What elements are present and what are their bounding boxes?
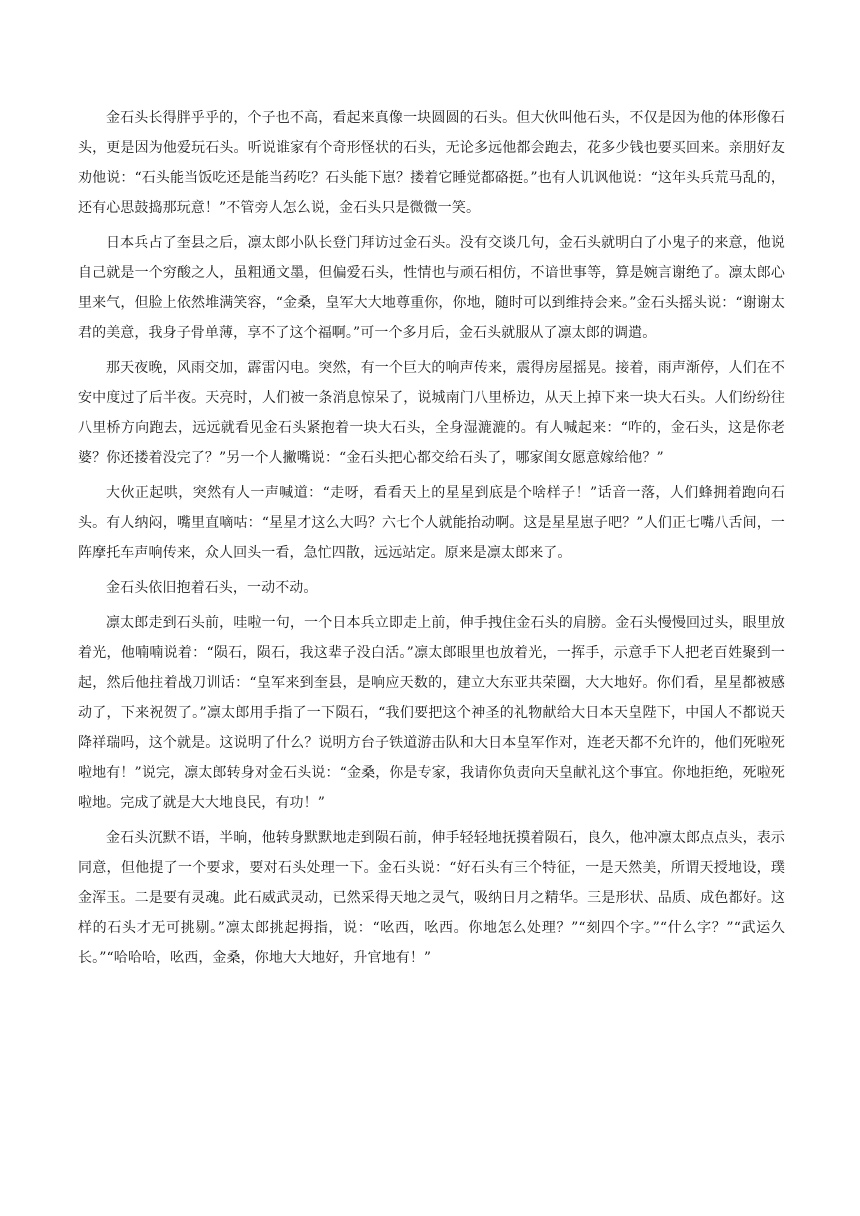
paragraph-5: 金石头依旧抱着石头，一动不动。 bbox=[106, 580, 318, 596]
paragraph-1: 金石头长得胖乎乎的，个子也不高，看起来真像一块圆圆的石头。但大伙叫他石头，不仅是因为他的体形像石头，更是因为他爱玩石头。听说谁家有个奇形怪状的石头，无论多远他都会跑去，花多少钱也要买回来。亲朋好友劝他说：“石头能当饭吃还是能当药吃？石头能下崽？搂着它睡觉都硌挺。”也有人讥讽他说：“这年头兵荒马乱的，还有心思鼓捣那玩意！”不管旁人怎么说，金石头只是微微一笑。 bbox=[78, 110, 785, 216]
paragraph-4: 大伙正起哄，突然有人一声喊道：“走呀，看看天上的星星到底是个啥样子！”话音一落，人们蜂拥着跑向石头。有人纳闷，嘴里直嘀咕：“星星才这么大吗？六七个人就能抬动啊。这是星星崽子吧？”人们正七嘴八舌间，一阵摩托车声响传来，众人回头一看，急忙四散，远远站定。原来是凛太郎来了。 bbox=[78, 485, 785, 561]
article-body bbox=[78, 103, 785, 978]
paragraph-6: 凛太郎走到石头前，哇啦一句，一个日本兵立即走上前，伸手拽住金石头的肩膀。金石头慢慢回过头，眼里放着光，他喃喃说着：“陨石，陨石，我这辈子没白活。”凛太郎眼里也放着光，一挥手，示意手下人把老百姓聚到一起，然后他拄着战刀训话：“皇军来到奎县，是响应天数的，建立大东亚共荣圈，大大地好。你们看，星星都被感动了，下来祝贺了。”凛太郎用手指了一下陨石，“我们要把这个神圣的礼物献给大日本天皇陛下，中国人不都说天降祥瑞吗，这个就是。这说明了什么？说明方台子铁道游击队和大日本皇军作对，连老天都不允许的，他们死啦死啦地有！”说完，凛太郎转身对金石头说：“金桑，你是专家，我请你负责向天皇献礼这个事宜。你地拒绝，死啦死啦地。完成了就是大大地良民，有功！” bbox=[78, 615, 785, 811]
paragraph-3: 那天夜晚，风雨交加，霹雷闪电。突然，有一个巨大的响声传来，震得房屋摇晃。接着，雨声渐停，人们在不安中度过了后半夜。天亮时，人们被一条消息惊呆了，说城南门八里桥边，从天上掉下来一块大石头。人们纷纷往八里桥方向跑去，远远就看见金石头紧抱着一块大石头，全身湿漉漉的。有人喊起来：“咋的，金石头，这是你老婆？你还搂着没完了？”另一个人撇嘴说：“金石头把心都交给石头了，哪家闺女愿意嫁给他？” bbox=[78, 360, 785, 466]
paragraph-7: 金石头沉默不语，半晌，他转身默默地走到陨石前，伸手轻轻地抚摸着陨石，良久，他冲凛太郎点点头，表示同意，但他提了一个要求，要对石头处理一下。金石头说：“好石头有三个特征，一是天然美，所谓天授地设，璞金浑玉。二是要有灵魂。此石威武灵动，已然采得天地之灵气，吸纳日月之精华。三是形状、品质、成色都好。这样的石头才无可挑剔。”凛太郎挑起拇指，说：“吆西，吆西。你地怎么处理？”“刻四个字。”“什么字？”“武运久长。”“哈哈哈，吆西，金桑，你地大大地好，升官地有！” bbox=[78, 830, 785, 966]
paragraph-2: 日本兵占了奎县之后，凛太郎小队长登门拜访过金石头。没有交谈几句，金石头就明白了小鬼子的来意，他说自己就是一个穷酸之人，虽粗通文墨，但偏爱石头，性情也与顽石相仿，不谙世事等，算是婉言谢绝了。凛太郎心里来气，但脸上依然堆满笑容，“金桑，皇军大大地尊重你，你地，随时可以到维持会来。”金石头摇头说：“谢谢太君的美意，我身子骨单薄，享不了这个福啊。”可一个多月后，金石头就服从了凛太郎的调遣。 bbox=[78, 235, 785, 341]
